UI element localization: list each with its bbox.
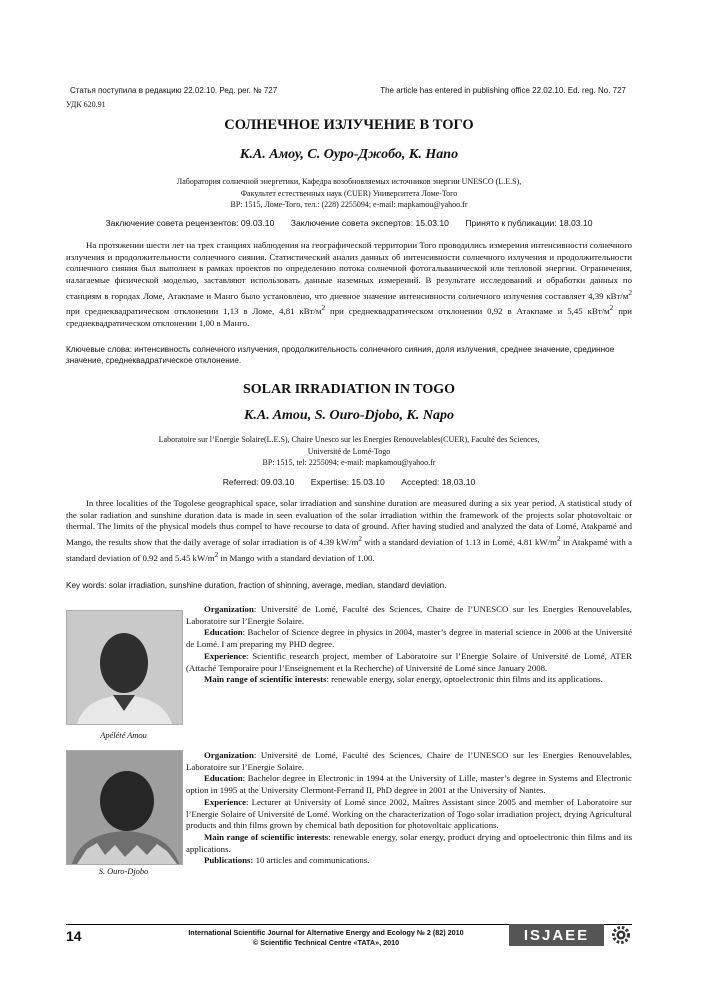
date-accepted: Принято к публикации: 18.03.10 xyxy=(465,218,593,228)
isjaee-logo: ISJAEE xyxy=(509,924,604,946)
bio-label: Education xyxy=(204,627,243,638)
page-number: 14 xyxy=(66,928,82,944)
superscript: 2 xyxy=(358,534,363,544)
superscript: 2 xyxy=(609,303,614,313)
superscript: 2 xyxy=(321,303,326,313)
title-ru: СОЛНЕЧНОЕ ИЗЛУЧЕНИЕ В ТОГО xyxy=(224,117,474,133)
author-photo-amou xyxy=(66,610,183,725)
affiliation-line: Факультет естественных наук (CUER) Университета Ломе-Того xyxy=(240,188,458,198)
date-referred: Referred: 09.03.10 xyxy=(222,477,295,487)
superscript: 2 xyxy=(214,549,219,559)
abstract-text: in Atakpamé with a standard deviation of 0.92 and 5.45 kW/m xyxy=(66,537,632,563)
bio-text: : Bachelor degree in Electronic in 1994 at the University of Lille, master’s degree in Systems and Electronic option in 1995 at the University Clermont-Ferrand II, PhD degree in 2001 at the University of Nantes. xyxy=(186,773,632,796)
bio-label: Education xyxy=(204,773,243,784)
gear-icon xyxy=(610,924,632,946)
superscript: 2 xyxy=(628,287,632,297)
portrait-image xyxy=(67,751,182,864)
affiliation-en xyxy=(66,434,632,469)
bio-text: : Université de Lomé, Faculté des Sciences, Chaire de l’UNESCO sur les Energies Renouvelables, Laboratoire sur l’Energie Solaire. xyxy=(186,750,632,772)
title-en: SOLAR IRRADIATION IN TOGO xyxy=(243,382,455,397)
abstract-text: при среднеквадратическом отклонении 1,00 в Манго. xyxy=(66,306,633,329)
bio-text: : renewable energy, solar energy, product drying and optoelectronic thin films and its applications. xyxy=(186,831,632,854)
dates-ru xyxy=(66,218,632,228)
bio-amou xyxy=(186,604,632,686)
bio-label: Organization xyxy=(204,604,254,614)
portrait-image xyxy=(67,611,182,724)
date-accepted: Accepted: 18.03.10 xyxy=(401,477,476,487)
abstract-ru xyxy=(66,240,632,330)
bio-text: : Scientific research project, member of Laboratoire sur l’Energie Solaire of Université de Lomé, ATER (Attaché Temporaire pour l’Enseignement et la Recherche) of Université de Lomé since January 2008. xyxy=(186,650,632,673)
udk-code: УДК 620.91 xyxy=(66,100,106,109)
bio-text: 10 articles and communications. xyxy=(253,855,370,866)
bio-text: : renewable energy, solar energy, optoelectronic thin films and its applications. xyxy=(326,674,603,685)
date-expertise: Expertise: 15.03.10 xyxy=(310,477,385,487)
affiliation-line: BP: 1515, tel: 2255094; e-mail: mapkamou@yahoo.fr xyxy=(262,458,436,467)
journal-line: © Scientific Technical Centre «TATA», 2010 xyxy=(252,938,400,947)
dates-en xyxy=(66,477,632,487)
bio-label: Main range of scientific interests xyxy=(204,831,329,842)
abstract-text: in Mango with a standard deviation of 1.00. xyxy=(218,552,375,563)
bio-label: Main range of scientific interests xyxy=(204,674,327,685)
keywords-en: Key words: solar irradiation, sunshine duration, fraction of shinning, average, median, standard deviation. xyxy=(66,581,447,590)
bio-label: Organization xyxy=(204,750,254,760)
affiliation-line: Université de Lomé-Togo xyxy=(307,446,391,456)
affiliation-ru xyxy=(66,176,632,211)
date-reviewers: Заключение совета рецензентов: 09.03.10 xyxy=(105,218,275,228)
abstract-text: In three localities of the Togolese geographical space, solar irradiation and sunshine duration are measured during a six year period. A statistical study of the solar radiation and sunshine duration data is made in seen evaluation of the solar irradiation within the framework of the projects solar photovoltaic or thermal. The limits of the physical models thus compel to have recourse to data of ground. After having studied and analyzed the data of Lomé, Atakpamé and Mango, the results show that the daily average of solar irradiation is of 4.39 kW/m xyxy=(66,498,632,548)
photo-caption: Apélété Amou xyxy=(100,731,147,740)
bio-label: Experience xyxy=(204,796,247,807)
received-note-en: The article has entered in publishing office 22.02.10. Ed. reg. No. 727 xyxy=(380,86,626,95)
abstract-text: при среднеквадратическом отклонении 1,13 в Ломе, 4,81 кВт/м xyxy=(66,306,322,317)
affiliation-line: Лаборатория солнечной энергетики, Кафедра возобновляемых источников энергии UNESCO (L.E.S), xyxy=(176,177,522,186)
journal-line: International Scientific Journal for Alternative Energy and Ecology № 2 (82) 2010 xyxy=(188,928,464,937)
bio-ouro-djobo xyxy=(186,750,632,867)
authors-en: K.A. Amou, S. Ouro-Djobo, K. Napo xyxy=(244,408,454,423)
author-photo-ouro-djobo xyxy=(66,750,183,865)
superscript: 2 xyxy=(557,534,561,544)
affiliation-line: BP: 1515, Ломе-Того, тел.: (228) 2255094; e-mail: mapkamou@yahoo.fr xyxy=(230,200,468,209)
bio-text: : Lecturer at University of Lomé since 2002, Maîtres Assistant since 2005 and member of Laboratoire sur l’Energie Solaire of Université de Lomé. Working on the characterization of Togo solar irradiation project, drying Agricultural products and thin films grown by chemical bath deposition for photovoltaic applications. xyxy=(186,796,632,831)
photo-caption: S. Ouro-Djobo xyxy=(98,867,149,876)
affiliation-line: Laboratoire sur l’Energie Solaire(L.E.S), Chaire Unesco sur les Energies Renouvelables(CUER), Faculté des Sciences, xyxy=(158,435,540,444)
received-note-ru: Статья поступила в редакцию 22.02.10. Ред. рег. № 727 xyxy=(70,86,278,95)
abstract-text: На протяжении шести лет на трех станциях наблюдения на географической территории Того проводились измерения интенсивности солнечного излучения и продолжительности солнечного сияния. Статистический анализ данных об интенсивности солнечного излучения и продолжительности солнечного сияния был выполнен в рамках проектов по определению потока солнечной фотогальванической или тепловой энергии. Ограничения, налагаемые физической моделью, заставляют использовать данные наземных измерений. В результате исследований и обработки данных по станциям в городах Ломе, Атакпаме и Манго было установлено, что дневное значение интенсивности солнечного излучения составляет 4,39 кВт/м xyxy=(66,240,632,301)
bio-label: Experience xyxy=(204,650,247,661)
journal-info xyxy=(160,928,492,948)
bio-text: : Université de Lomé, Faculté des Sciences, Chaire de l’UNESCO sur les Energies Renouvelables, Laboratoire sur l’Energie Solaire. xyxy=(186,604,632,626)
abstract-text: with a standard deviation of 1.13 in Lomé, 4.81 kW/m xyxy=(362,537,557,548)
authors-ru: К.А. Амоу, С. Оуро-Джобо, К. Напо xyxy=(239,147,459,162)
bio-label: Publications: xyxy=(204,855,254,866)
bio-text: : Bachelor of Science degree in physics in 2004, master’s degree in material science in 2006 at the Université de Lomé. I am preparing my PHD degree. xyxy=(186,627,632,650)
abstract-en xyxy=(66,498,632,564)
abstract-text: при среднеквадратическом отклонении 0,92 в Атакпаме и 5,45 кВт/м xyxy=(325,306,610,317)
date-experts: Заключение совета экспертов: 15.03.10 xyxy=(290,218,449,228)
keywords-ru: Ключевые слова: интенсивность солнечного излучения, продолжительность солнечного сияния, доля излучения, среднее значение, срединное значение, среднеквадратическое отклонение. xyxy=(66,345,615,365)
